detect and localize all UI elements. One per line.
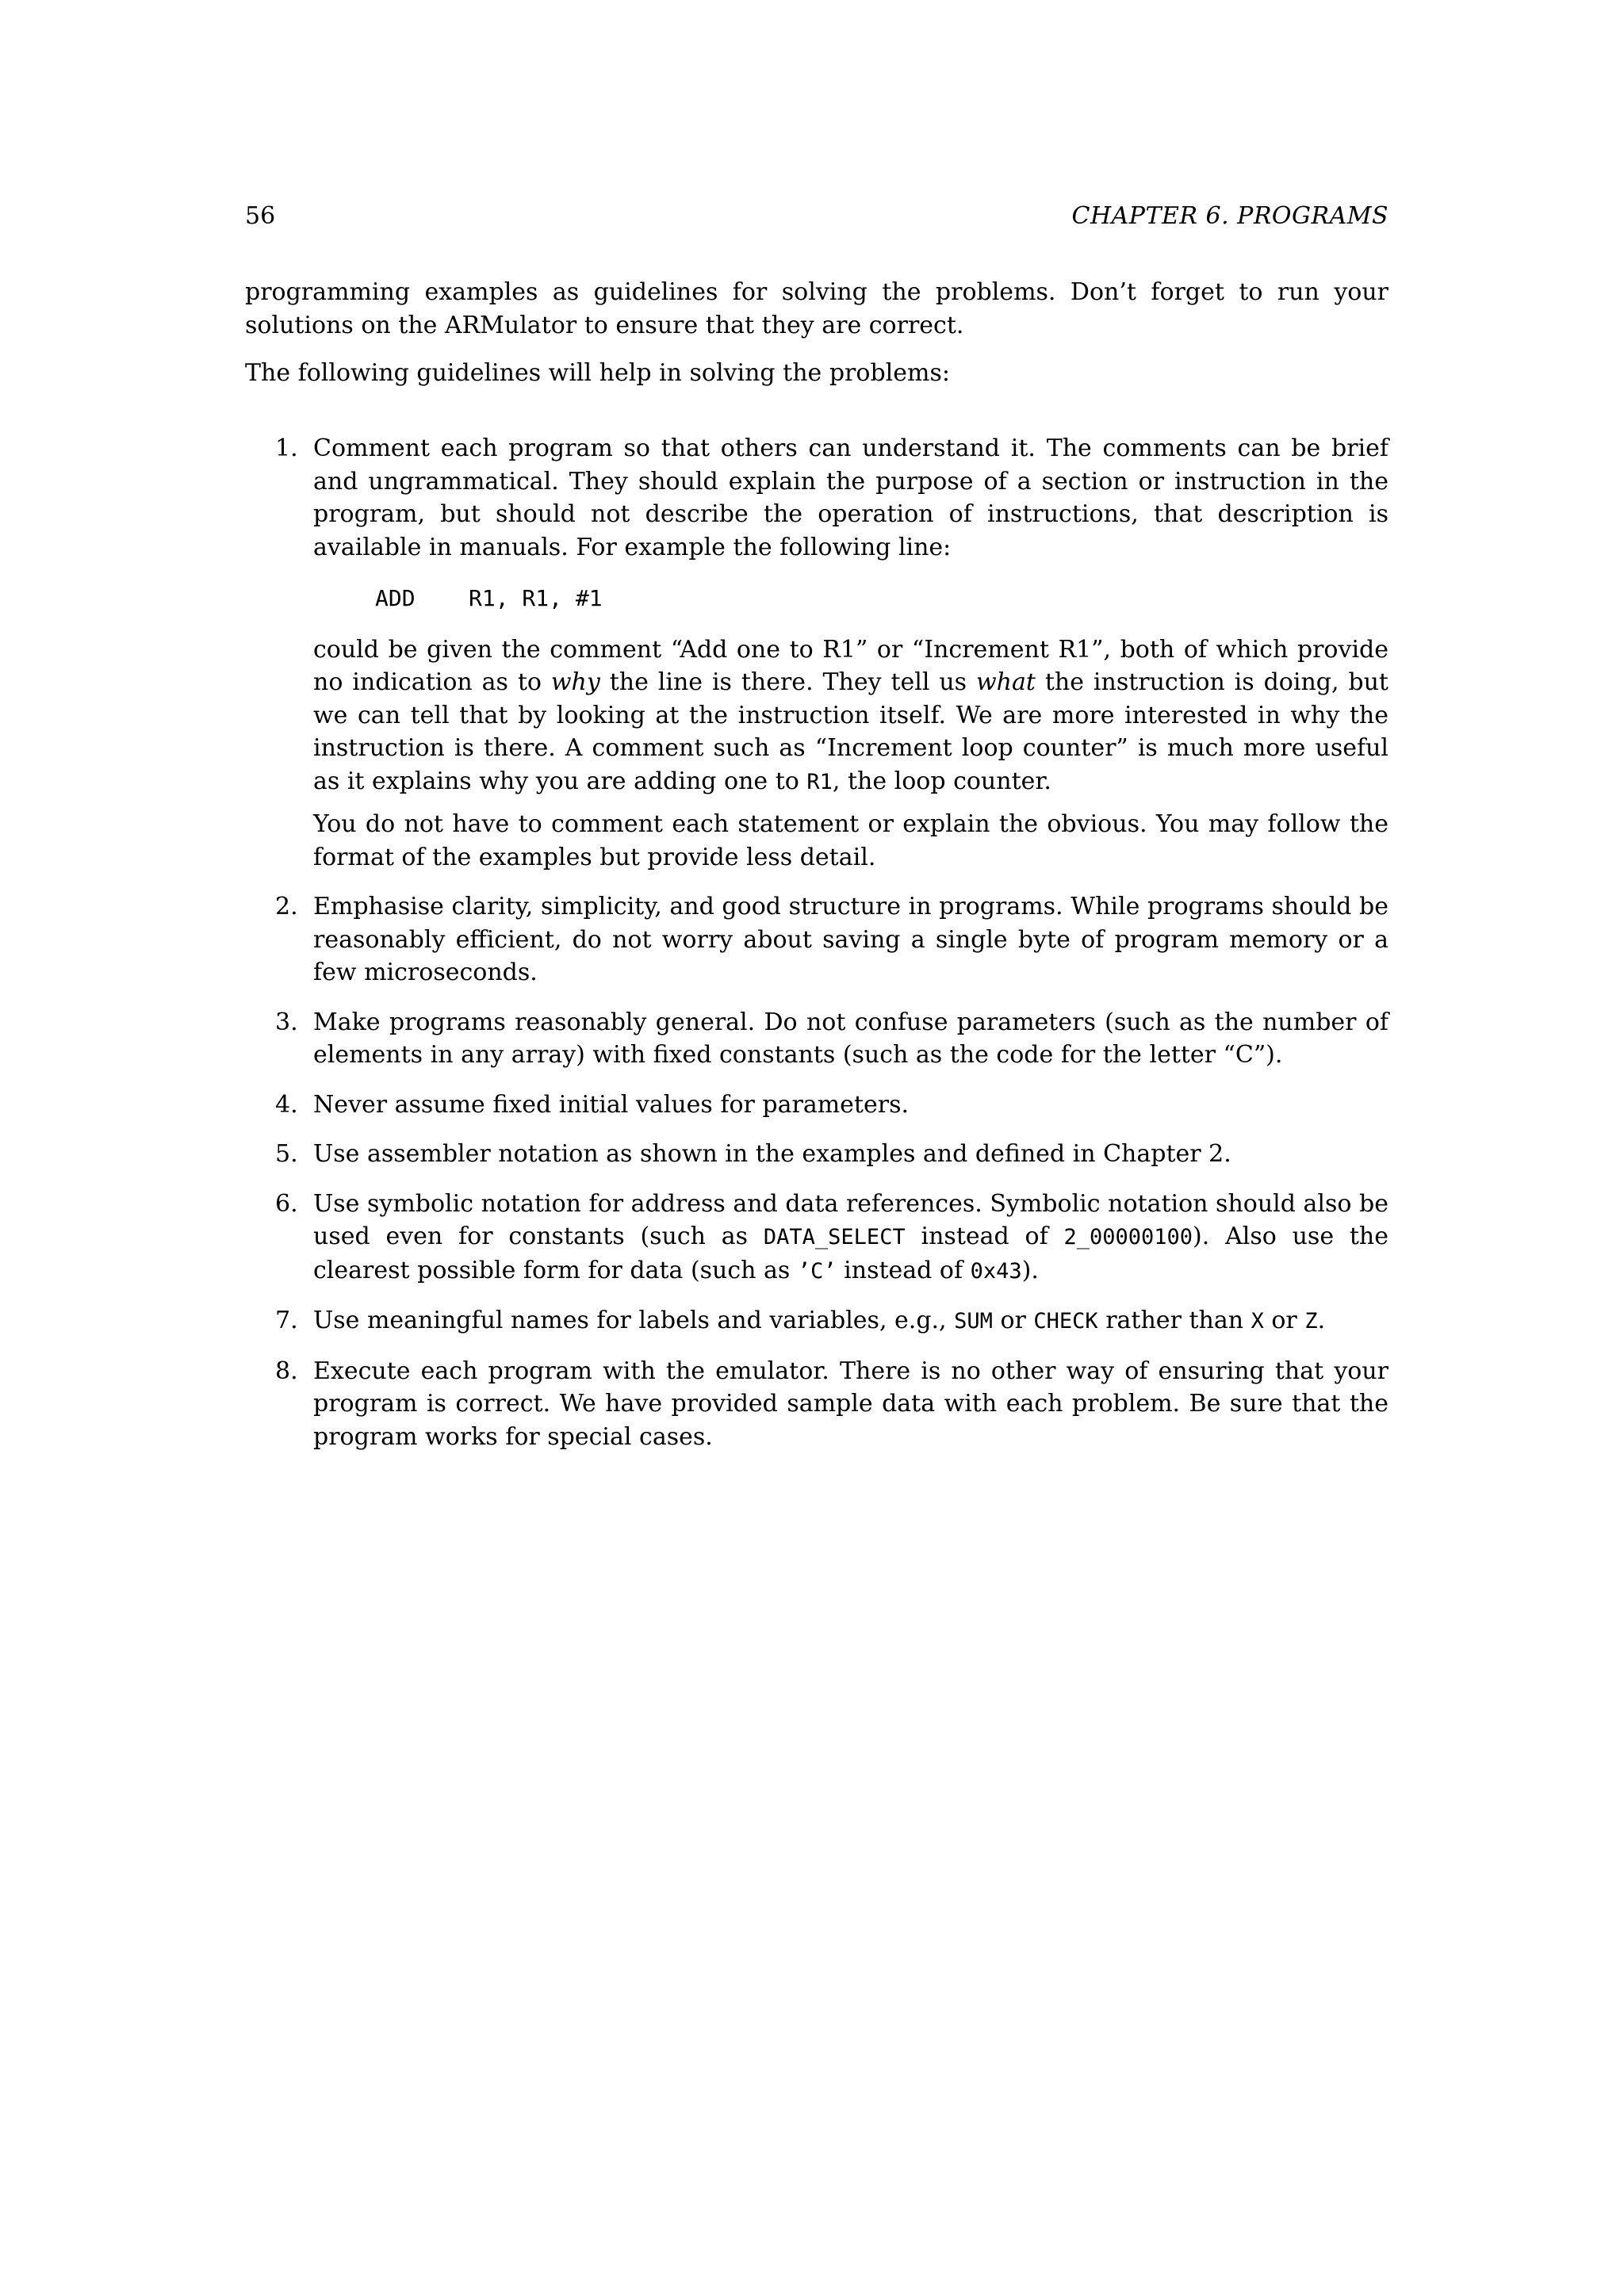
text-segment: Use meaningful names for labels and variables, e.g., xyxy=(313,1307,955,1334)
emphasis-what: what xyxy=(976,668,1036,696)
guideline-item-8 xyxy=(245,1355,1388,1454)
text-segment: or xyxy=(992,1307,1034,1334)
emphasis-why: why xyxy=(550,668,600,696)
text-segment: rather than xyxy=(1097,1307,1251,1334)
intro-paragraph: programming examples as guidelines for solving the problems. Don’t forget to run your solutions on the ARMulator to ensure that they are correct. xyxy=(245,278,1388,339)
item-number: 1. xyxy=(275,434,298,462)
text-segment: the instruction is doing, but we can tell that by looking at the instruction itself. We are more interested in why the instruction is there. A comment such as “Increment loop counter” is much more useful as it explains why you are adding one to xyxy=(313,668,1388,795)
page-header xyxy=(245,200,1388,235)
code-sum: SUM xyxy=(954,1309,993,1334)
item-text: Emphasise clarity, simplicity, and good structure in programs. While programs should be reasonably efficient, do not worry about saving a single byte of program memory or a few microseconds. xyxy=(313,893,1388,986)
item-number: 3. xyxy=(275,1008,298,1036)
register-name: R1 xyxy=(806,769,833,794)
text-segment: ). Also use the clearest possible form for data (such as xyxy=(313,1223,1389,1284)
item-text: Never assume fixed initial values for parameters. xyxy=(313,1090,909,1119)
code-char-literal: ’C’ xyxy=(797,1258,837,1284)
text-segment: could be given the comment “Add one to R1” or “Increment R1”, both of which provide no indication as to xyxy=(313,635,1388,696)
code-example: ADD R1, R1, #1 xyxy=(375,585,603,611)
guideline-item-2 xyxy=(245,890,1388,989)
text-segment: instead of xyxy=(836,1256,971,1284)
item-note: You do not have to comment each statement or explain the obvious. You may follow the format of the examples but provide less detail. xyxy=(313,810,1388,871)
text-segment: Use symbolic notation for address and data references. Symbolic notation should also be used even for constants (such as xyxy=(313,1189,1388,1250)
guideline-item-5 xyxy=(245,1138,1388,1171)
text-segment: instead of xyxy=(905,1223,1064,1250)
guideline-item-4 xyxy=(245,1089,1388,1122)
item-text: Make programs reasonably general. Do not confuse parameters (such as the number of elements in any array) with fixed constants (such as the code for the letter “C”). xyxy=(313,1008,1388,1069)
guidelines-list xyxy=(245,432,1388,1470)
text-segment: , the loop counter. xyxy=(832,767,1051,795)
code-z: Z xyxy=(1304,1309,1318,1334)
page-number: 56 xyxy=(245,202,276,230)
code-hex-literal: 0x43 xyxy=(970,1258,1022,1284)
guideline-item-3 xyxy=(245,1006,1388,1072)
item-text xyxy=(313,1188,1388,1288)
running-head: CHAPTER 6. PROGRAMS xyxy=(1071,202,1388,230)
item-number: 5. xyxy=(275,1140,298,1168)
item-number: 6. xyxy=(275,1189,298,1218)
code-data-select: DATA_SELECT xyxy=(763,1225,906,1249)
guideline-item-1 xyxy=(245,432,1388,874)
comment-explanation xyxy=(313,633,1388,799)
guideline-item-6 xyxy=(245,1188,1388,1288)
item-number: 8. xyxy=(275,1357,298,1385)
item-text: Execute each program with the emulator. There is no other way of ensuring that your program is correct. We have provided sample data with each problem. Be sure that the program works for special cases. xyxy=(313,1357,1388,1451)
item-text xyxy=(313,1304,1388,1338)
item-number: 4. xyxy=(275,1090,298,1119)
code-x: X xyxy=(1251,1309,1264,1334)
text-segment: . xyxy=(1317,1307,1326,1334)
item-number: 7. xyxy=(275,1307,298,1334)
code-binary-constant: 2_00000100 xyxy=(1063,1225,1193,1249)
text-segment: the line is there. They tell us xyxy=(599,668,976,696)
guideline-item-7 xyxy=(245,1304,1388,1338)
item-number: 2. xyxy=(275,893,298,920)
item-text: Use assembler notation as shown in the examples and defined in Chapter 2. xyxy=(313,1140,1231,1168)
guidelines-intro: The following guidelines will help in solving the problems: xyxy=(245,359,950,387)
text-segment: ). xyxy=(1021,1256,1039,1284)
text-segment: or xyxy=(1263,1307,1305,1334)
code-check: CHECK xyxy=(1033,1309,1098,1334)
item-text: Comment each program so that others can understand it. The comments can be brief and ungrammatical. They should explain the purpose of a section or instruction in the program, but should not describe the operation of instructions, that description is available in manuals. For example the following line: xyxy=(313,434,1388,561)
